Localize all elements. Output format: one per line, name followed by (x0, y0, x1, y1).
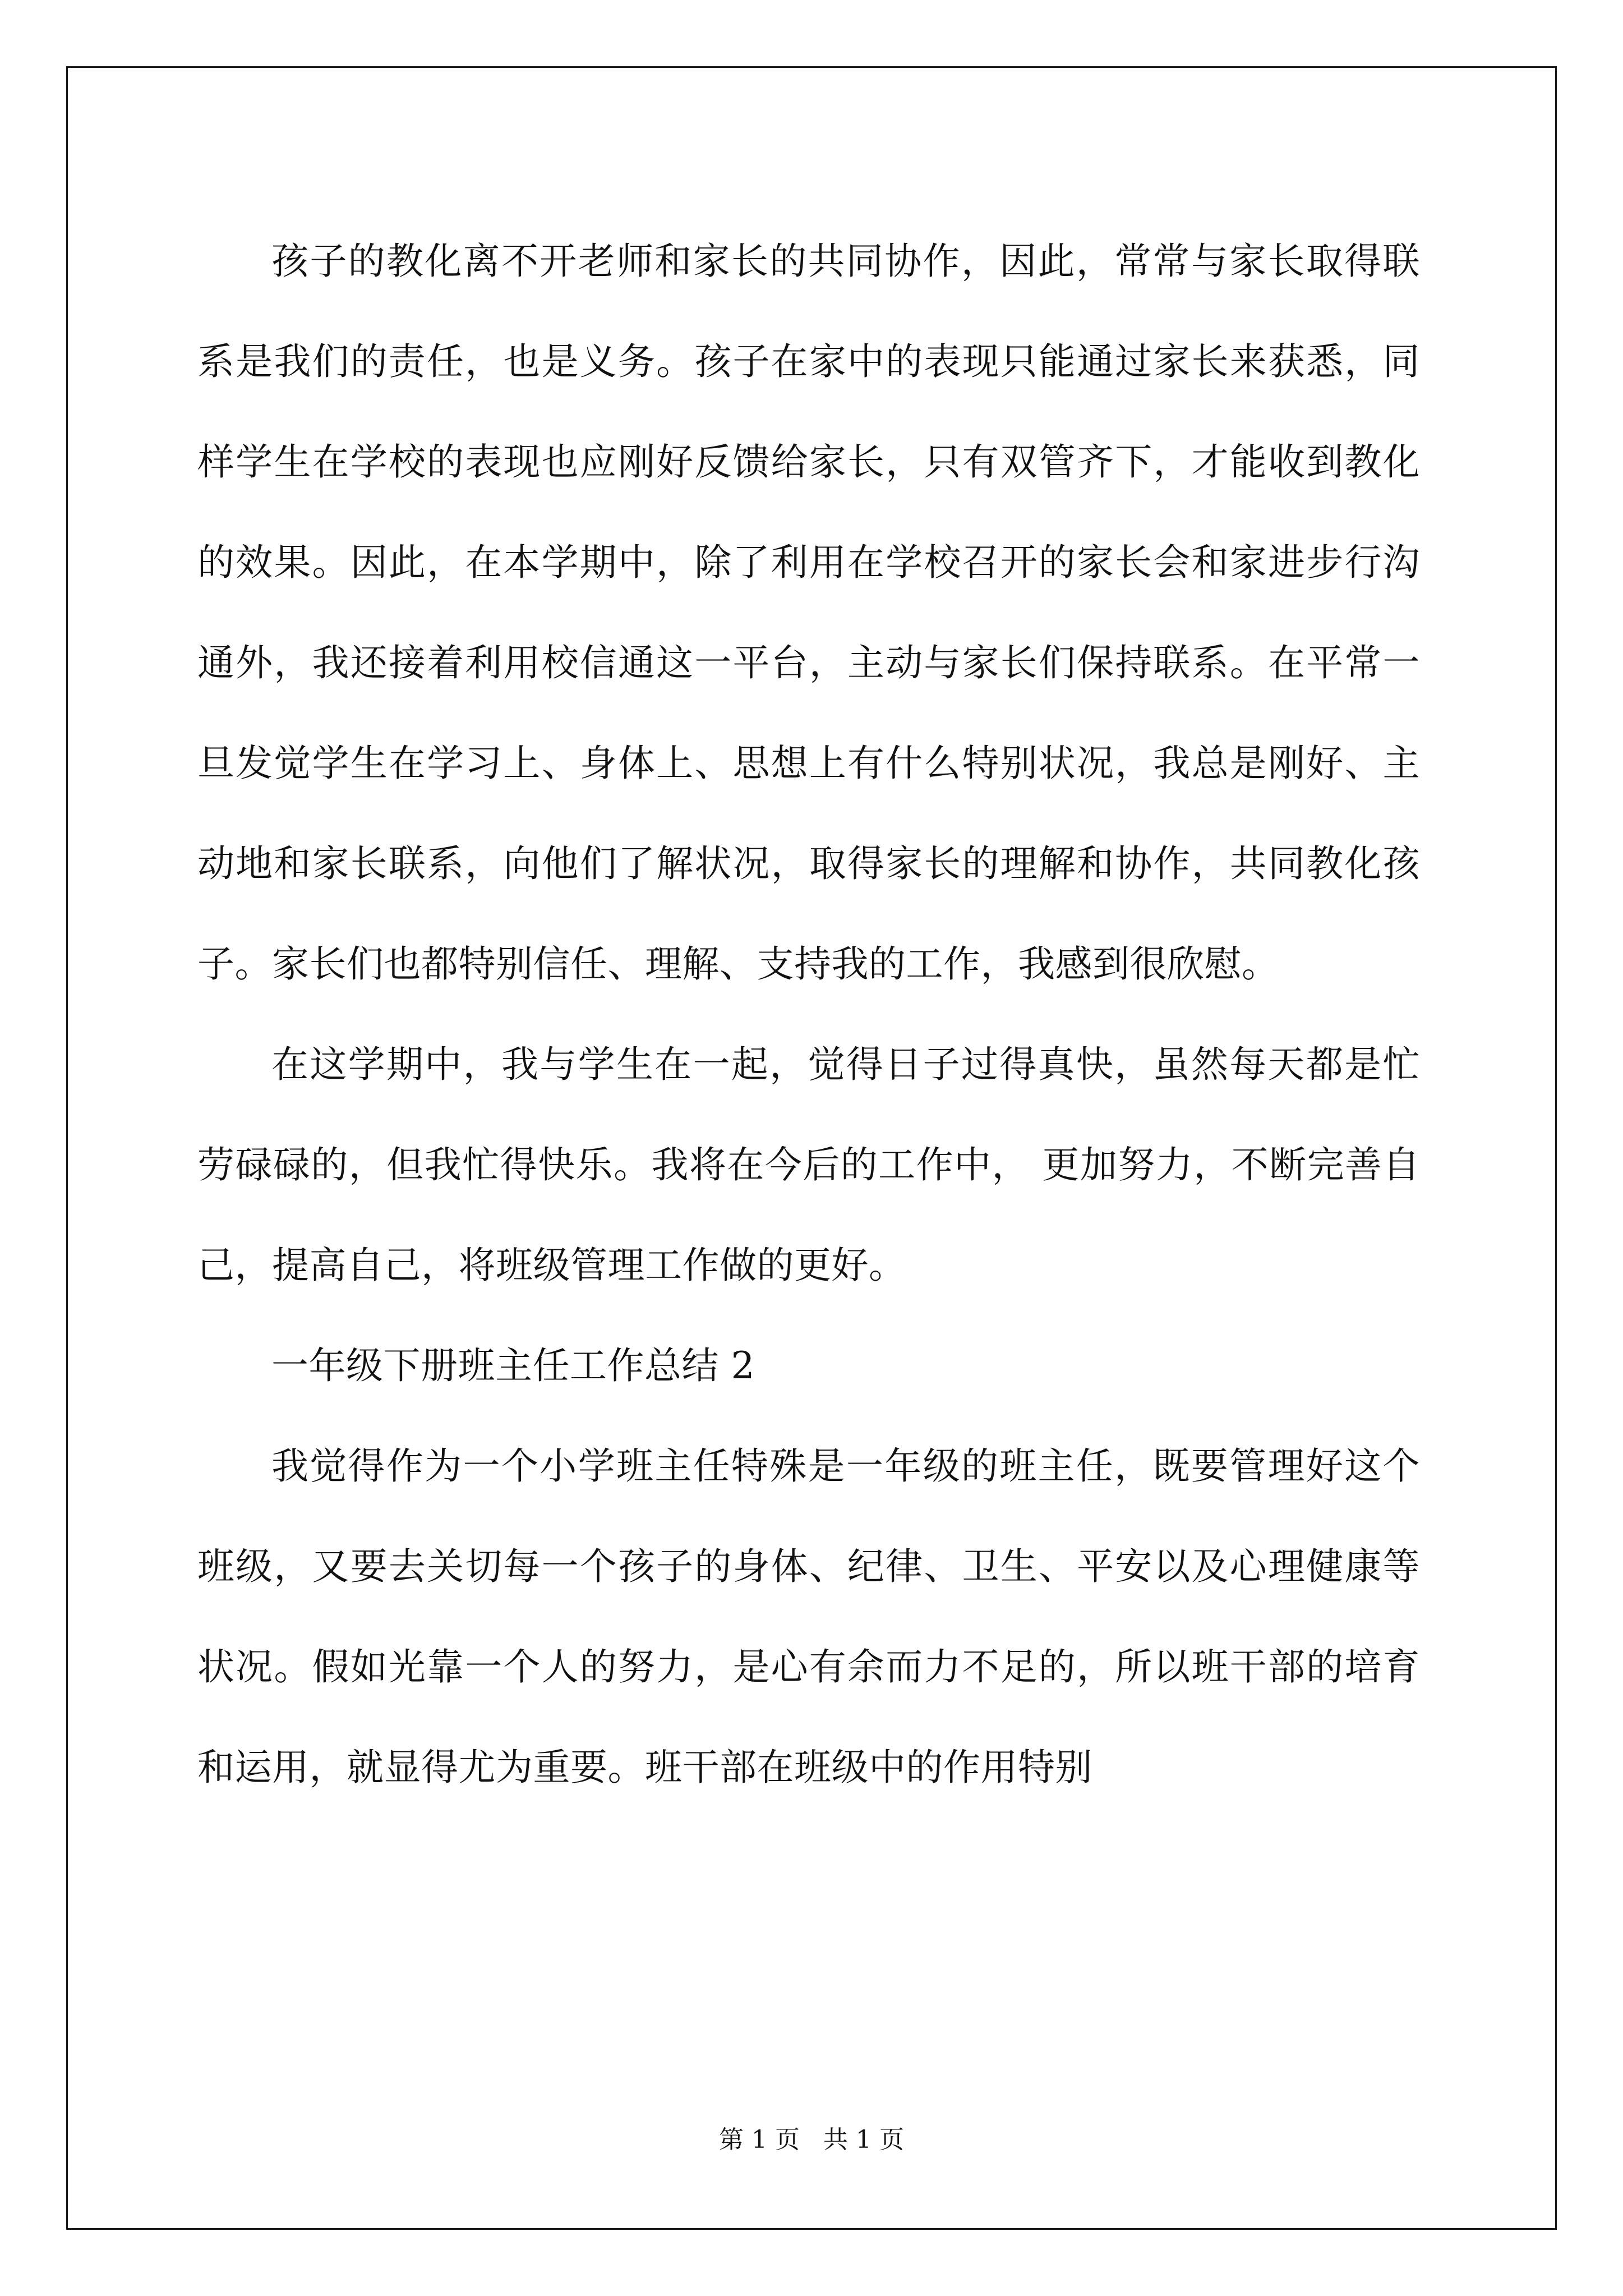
section-heading: 一年级下册班主任工作总结 2 (271, 1344, 755, 1387)
paragraph-parent-communication: 孩子的教化离不开老师和家长的共同协作，因此，常常与家长取得联系是我们的责任，也是义务。孩子在家中的表现只能通过家长来获悉，同样学生在学校的表现也应刚好反馈给家长，只有双管齐下，才能收到教化的效果。因此，在本学期中，除了利用在学校召开的家长会和家进步行沟通外，我还接着利用校信通这一平台，主动与家长们保持联系。在平常一旦发觉学生在学习上、身体上、思想上有什么特别状况，我总是刚好、主动地和家长联系，向他们了解状况，取得家长的理解和协作，共同教化孩子。家长们也都特别信任、理解、支持我的工作，我感到很欣慰。 (197, 240, 1420, 986)
page-footer: 第 1 页 共 1 页 (719, 2125, 904, 2154)
paragraph-semester-reflection: 在这学期中，我与学生在一起，觉得日子过得真快，虽然每天都是忙劳碌碌的，但我忙得快乐。我将在今后的工作中， 更加努力，不断完善自己，提高自己，将班级管理工作做的更好。 (197, 1043, 1420, 1287)
paragraph-class-management: 我觉得作为一个小学班主任特殊是一年级的班主任，既要管理好这个班级，又要去关切每一个孩子的身体、纪律、卫生、平安以及心理健康等状况。假如光靠一个人的努力，是心有余而力不足的，所以班干部的培育和运用，就显得尤为重要。班干部在班级中的作用特别 (197, 1444, 1420, 1789)
document-body (197, 211, 1420, 1818)
